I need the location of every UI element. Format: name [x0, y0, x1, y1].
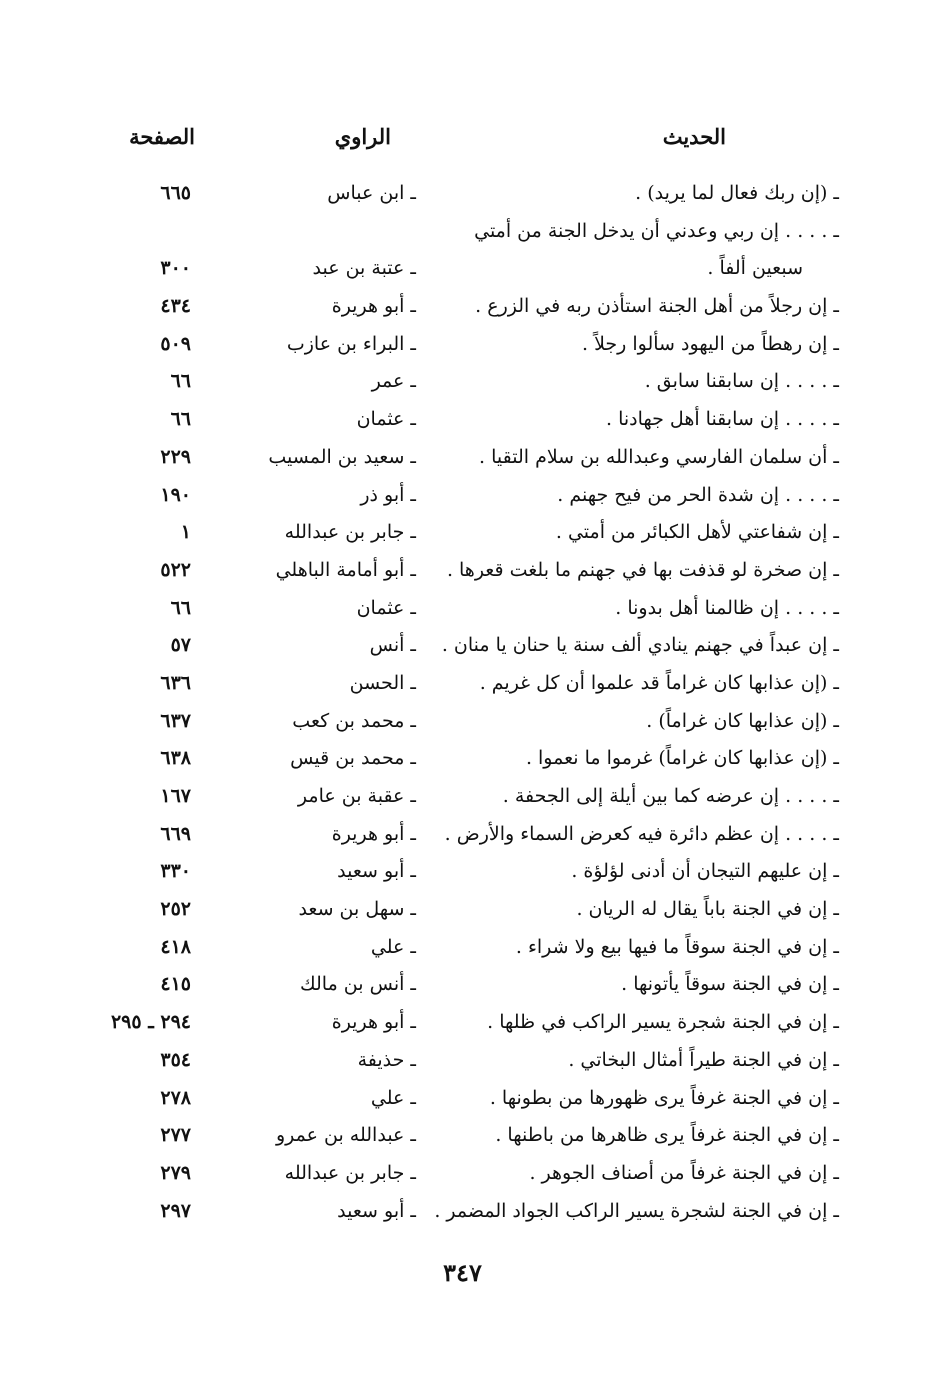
- narrator-name: ـ أبو أمامة الباهلي: [275, 558, 416, 581]
- hadith-text: ـ . . . . إن ربي وعدني أن يدخل الجنة من أمتي: [474, 219, 839, 242]
- hadith-text: ـ (إن عذابها كان غراماً) .: [646, 709, 839, 732]
- narrator-name: ـ عبدالله بن عمرو: [275, 1124, 416, 1147]
- narrator-name: ـ أبو هريرة: [331, 822, 416, 845]
- narrator-name: ـ أبو سعيد: [337, 860, 416, 883]
- hadith-text: ـ إن في الجنة لشجرة يسير الراكب الجواد المضمر .: [434, 1199, 839, 1222]
- narrator-name: ـ علي: [370, 935, 416, 958]
- table-row: [0, 477, 933, 515]
- narrator-name: ـ أبو هريرة: [331, 295, 416, 318]
- page-ref: ٥٠٩: [160, 332, 191, 355]
- page-ref: ٦٦: [170, 596, 191, 619]
- table-row: [0, 213, 933, 251]
- hadith-text: ـ إن رهطاً من اليهود سألوا رجلاً .: [581, 332, 839, 355]
- narrator-name: ـ سعيد بن المسيب: [268, 445, 416, 468]
- table-row: [0, 514, 933, 552]
- table-row: [0, 740, 933, 778]
- hadith-text: ـ . . . . إن عظم دائرة فيه كعرض السماء والأرض .: [444, 822, 839, 845]
- table-row: [0, 401, 933, 439]
- page-ref: ١: [180, 521, 191, 544]
- table-row: [0, 1155, 933, 1193]
- table-row: [0, 891, 933, 929]
- page-ref: ٤١٨: [160, 935, 191, 958]
- table-row: [0, 1117, 933, 1155]
- page-ref: ٦٣٨: [160, 747, 191, 770]
- hadith-text: ـ إن شفاعتي لأهل الكبائر من أمتي .: [555, 521, 839, 544]
- table-row: [0, 326, 933, 364]
- hadith-text: ـ إن في الجنة طيراً أمثال البخاتي .: [568, 1048, 839, 1071]
- narrator-name: ـ حذيفة: [357, 1048, 416, 1071]
- narrator-name: ـ أنس: [369, 634, 416, 657]
- hadith-text: ـ (إن عذابها كان غراماً قد علموا أن كل غريم .: [479, 671, 839, 694]
- narrator-name: ـ علي: [370, 1086, 416, 1109]
- narrator-name: ـ سهل بن سعد: [298, 898, 416, 921]
- page-ref: ٢٩٧: [160, 1199, 191, 1222]
- hadith-text: ـ إن في الجنة باباً يقال له الريان .: [576, 898, 839, 921]
- table-row: [0, 1080, 933, 1118]
- page-ref: ٢٥٢: [160, 898, 191, 921]
- hadith-text: ـ . . . . إن سابقنا أهل جهادنا .: [605, 408, 839, 431]
- page-ref: ٢٩٤ ـ ٢٩٥: [110, 1011, 191, 1034]
- narrator-name: ـ أبو ذر: [360, 483, 416, 506]
- table-row: [0, 288, 933, 326]
- narrator-name: ـ محمد بن قيس: [290, 747, 416, 770]
- table-row: [0, 665, 933, 703]
- narrator-name: ـ عمر: [371, 370, 416, 393]
- table-row: [0, 627, 933, 665]
- page-ref: ٣٥٤: [160, 1048, 191, 1071]
- header-page: الصفحة: [129, 124, 195, 149]
- hadith-text: ـ إن في الجنة غرفاً يرى ظهورها من بطونها .: [489, 1086, 839, 1109]
- index-table: [0, 175, 933, 1230]
- hadith-text: ـ . . . . إن شدة الحر من فيح جهنم .: [557, 483, 839, 506]
- table-row: [0, 703, 933, 741]
- hadith-text: ـ إن عبداً في جهنم ينادي ألف سنة يا حنان يا منان .: [441, 634, 839, 657]
- table-row: [0, 250, 933, 288]
- page-ref: ٥٢٢: [160, 558, 191, 581]
- hadith-text: ـ إن في الجنة شجرة يسير الراكب في ظلها .: [487, 1011, 839, 1034]
- hadith-text: ـ إن عليهم التيجان أن أدنى لؤلؤة .: [571, 860, 839, 883]
- table-row: [0, 590, 933, 628]
- table-row: [0, 929, 933, 967]
- table-row: [0, 1193, 933, 1231]
- hadith-text: ـ إن في الجنة غرفاً يرى ظاهرها من باطنها .: [495, 1124, 839, 1147]
- hadith-text: ـ (إن عذابها كان غراماً) غرموا ما نعموا .: [525, 747, 839, 770]
- table-row: [0, 1004, 933, 1042]
- page-ref: ٦٦٩: [160, 822, 191, 845]
- page-ref: ٤١٥: [160, 973, 191, 996]
- narrator-name: ـ جابر بن عبدالله: [284, 521, 416, 544]
- page-ref: ١٦٧: [160, 785, 191, 807]
- table-row: [0, 816, 933, 854]
- page-ref: ٢٢٩: [160, 445, 191, 468]
- narrator-name: ـ أبو هريرة: [331, 1011, 416, 1034]
- page-ref: ٢٧٨: [160, 1086, 191, 1109]
- page-ref: ٢٧٩: [160, 1161, 191, 1184]
- page-ref: ١٩٠: [160, 483, 191, 506]
- hadith-text: ـ إن صخرة لو قذفت بها في جهنم ما بلغت قعرها .: [446, 558, 839, 581]
- hadith-text: ـ إن في الجنة سوقاً ما فيها بيع ولا شراء .: [515, 935, 839, 958]
- page-ref: ٣٣٠: [160, 860, 191, 883]
- table-row: [0, 1042, 933, 1080]
- table-row: [0, 552, 933, 590]
- hadith-text: ـ إن رجلاً من أهل الجنة استأذن ربه في الزرع .: [475, 295, 839, 318]
- table-row: [0, 363, 933, 401]
- narrator-name: ـ الحسن: [349, 671, 416, 694]
- table-row: [0, 778, 933, 816]
- narrator-name: ـ عتبة بن عبد: [312, 257, 416, 280]
- hadith-text: ـ إن في الجنة سوقاً يأتونها .: [621, 973, 839, 996]
- narrator-name: ـ عقبة بن عامر: [297, 785, 416, 807]
- narrator-name: ـ البراء بن عازب: [286, 332, 416, 355]
- table-row: [0, 439, 933, 477]
- narrator-name: ـ ابن عباس: [327, 182, 416, 204]
- table-row: [0, 175, 933, 213]
- page-ref: ٦٣٦: [160, 671, 191, 694]
- narrator-name: ـ عثمان: [356, 408, 416, 431]
- table-row: [0, 853, 933, 891]
- header-hadith: الحديث: [662, 124, 726, 149]
- hadith-text: ـ . . . . إن ظالمنا أهل بدونا .: [615, 596, 839, 619]
- page-ref: ٢٧٧: [160, 1124, 191, 1147]
- page-number: ٣٤٧: [443, 1258, 482, 1287]
- narrator-name: ـ جابر بن عبدالله: [284, 1161, 416, 1184]
- page-ref: ٦٦: [170, 408, 191, 431]
- page-ref: ٤٣٤: [160, 295, 191, 318]
- narrator-name: ـ أنس بن مالك: [300, 973, 416, 996]
- hadith-text: ـ (إن ربك فعال لما يريد) .: [635, 182, 839, 204]
- page-ref: ٣٠٠: [160, 257, 191, 280]
- hadith-text: ـ أن سلمان الفارسي وعبدالله بن سلام التقيا .: [479, 445, 839, 468]
- hadith-text: ـ إن في الجنة غرفاً من أصناف الجوهر .: [529, 1161, 839, 1184]
- narrator-name: ـ محمد بن كعب: [292, 709, 416, 732]
- page-ref: ٥٧: [170, 634, 191, 657]
- narrator-name: ـ عثمان: [356, 596, 416, 619]
- narrator-name: ـ أبو سعيد: [337, 1199, 416, 1222]
- hadith-text: ـ . . . . إن عرضه كما بين أيلة إلى الجحفة .: [502, 785, 839, 807]
- hadith-text: ـ . . . . إن سابقنا سابق .: [644, 370, 839, 393]
- page-ref: ٦٣٧: [160, 709, 191, 732]
- page-ref: ٦٦٥: [160, 182, 191, 204]
- table-row: [0, 966, 933, 1004]
- header-narrator: الراوي: [334, 124, 391, 149]
- page-ref: ٦٦: [170, 370, 191, 393]
- hadith-text: سبعين ألفاً .: [707, 257, 803, 280]
